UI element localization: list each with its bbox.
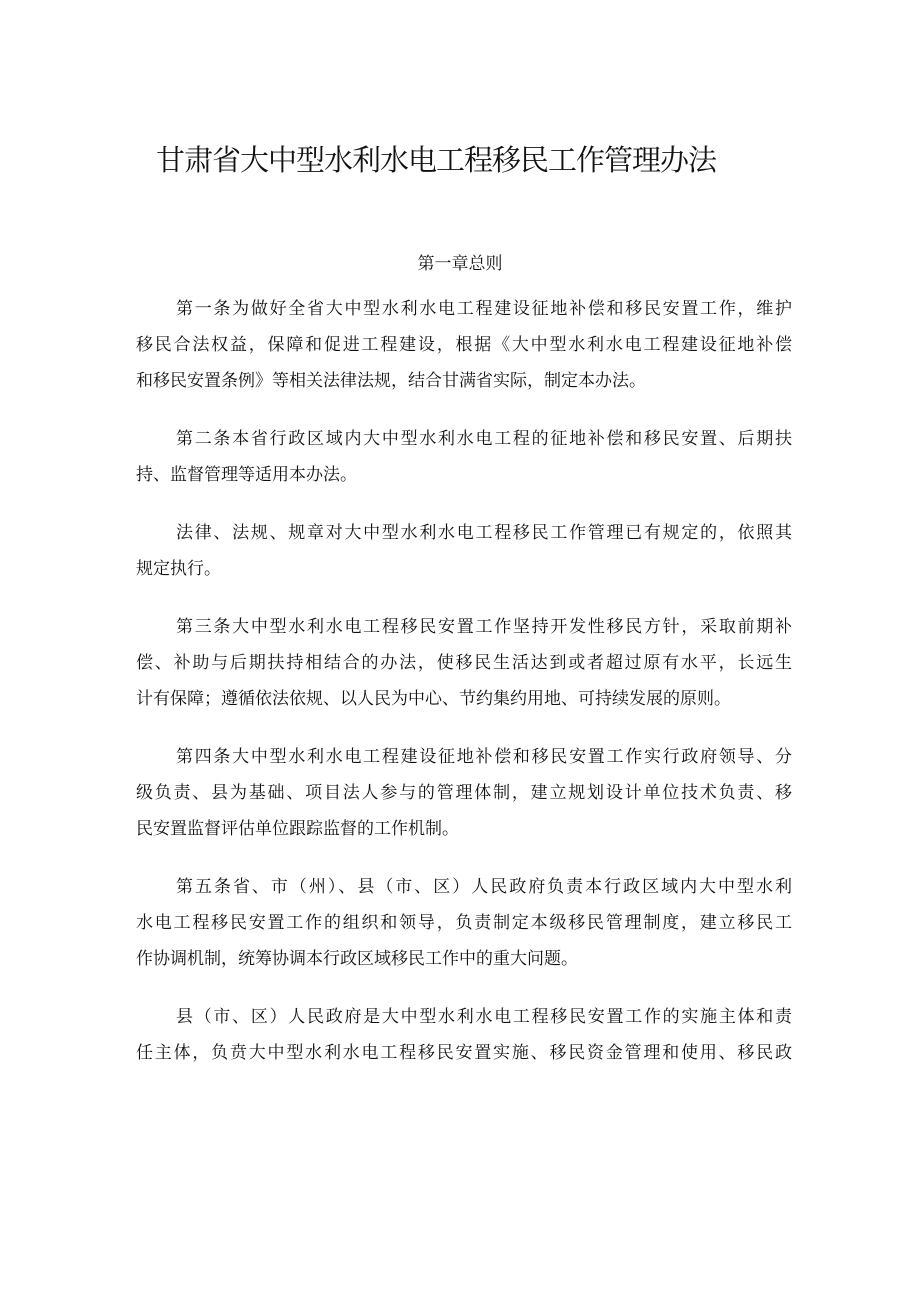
text-line: 计有保障；遵循依法依规、以人民为中心、节约集约用地、可持续发展的原则。 (136, 689, 731, 709)
paragraph-article-5 (136, 869, 792, 977)
paragraph-article-2 (136, 421, 792, 493)
paragraph-article-1 (136, 291, 792, 399)
text-line: 级负责、县为基础、项目法人参与的管理体制，建立规划设计单位技术负责、移 (136, 783, 792, 803)
text-line: 县（市、区）人民政府是大中型水利水电工程移民安置工作的实施主体和责 (176, 1007, 792, 1027)
paragraph-article-4 (136, 739, 792, 847)
text-line: 第三条大中型水利水电工程移民安置工作坚持开发性移民方针，采取前期补 (176, 617, 792, 637)
text-line: 第一条为做好全省大中型水利水电工程建设征地补偿和移民安置工作，维护 (176, 299, 792, 319)
text-line: 第四条大中型水利水电工程建设征地补偿和移民安置工作实行政府领导、分 (176, 747, 792, 767)
text-line: 第二条本省行政区域内大中型水利水电工程的征地补偿和移民安置、后期扶 (176, 429, 792, 449)
text-line: 移民合法权益，保障和促进工程建设，根据《大中型水利水电工程建设征地补偿 (136, 335, 792, 355)
text-line: 持、监督管理等适用本办法。 (136, 465, 357, 485)
text-line: 规定执行。 (136, 559, 221, 579)
paragraph-article-3 (136, 609, 792, 717)
document-title: 甘肃省大中型水利水电工程移民工作管理办法 (155, 143, 716, 177)
text-line: 第五条省、市（州）、县（市、区）人民政府负责本行政区域内大中型水利 (176, 877, 792, 897)
chapter-heading: 第一章总则 (417, 254, 503, 274)
text-line: 作协调机制，统筹协调本行政区域移民工作中的重大问题。 (136, 949, 578, 969)
text-line: 和移民安置条例》等相关法律法规，结合甘满省实际，制定本办法。 (136, 371, 646, 391)
text-line: 法律、法规、规章对大中型水利水电工程移民工作管理已有规定的，依照其 (176, 523, 792, 543)
paragraph-article-2-clause (136, 515, 792, 587)
paragraph-article-5-clause (136, 999, 792, 1071)
document-body (136, 291, 792, 1093)
text-line: 水电工程移民安置工作的组织和领导，负责制定本级移民管理制度，建立移民工 (136, 913, 792, 933)
text-line: 民安置监督评估单位跟踪监督的工作机制。 (136, 819, 459, 839)
text-line: 偿、补助与后期扶持相结合的办法，使移民生活达到或者超过原有水平，长远生 (136, 653, 792, 673)
text-line: 任主体，负贲大中型水利水电工程移民安置实施、移民资金管理和使用、移民政 (136, 1043, 792, 1063)
